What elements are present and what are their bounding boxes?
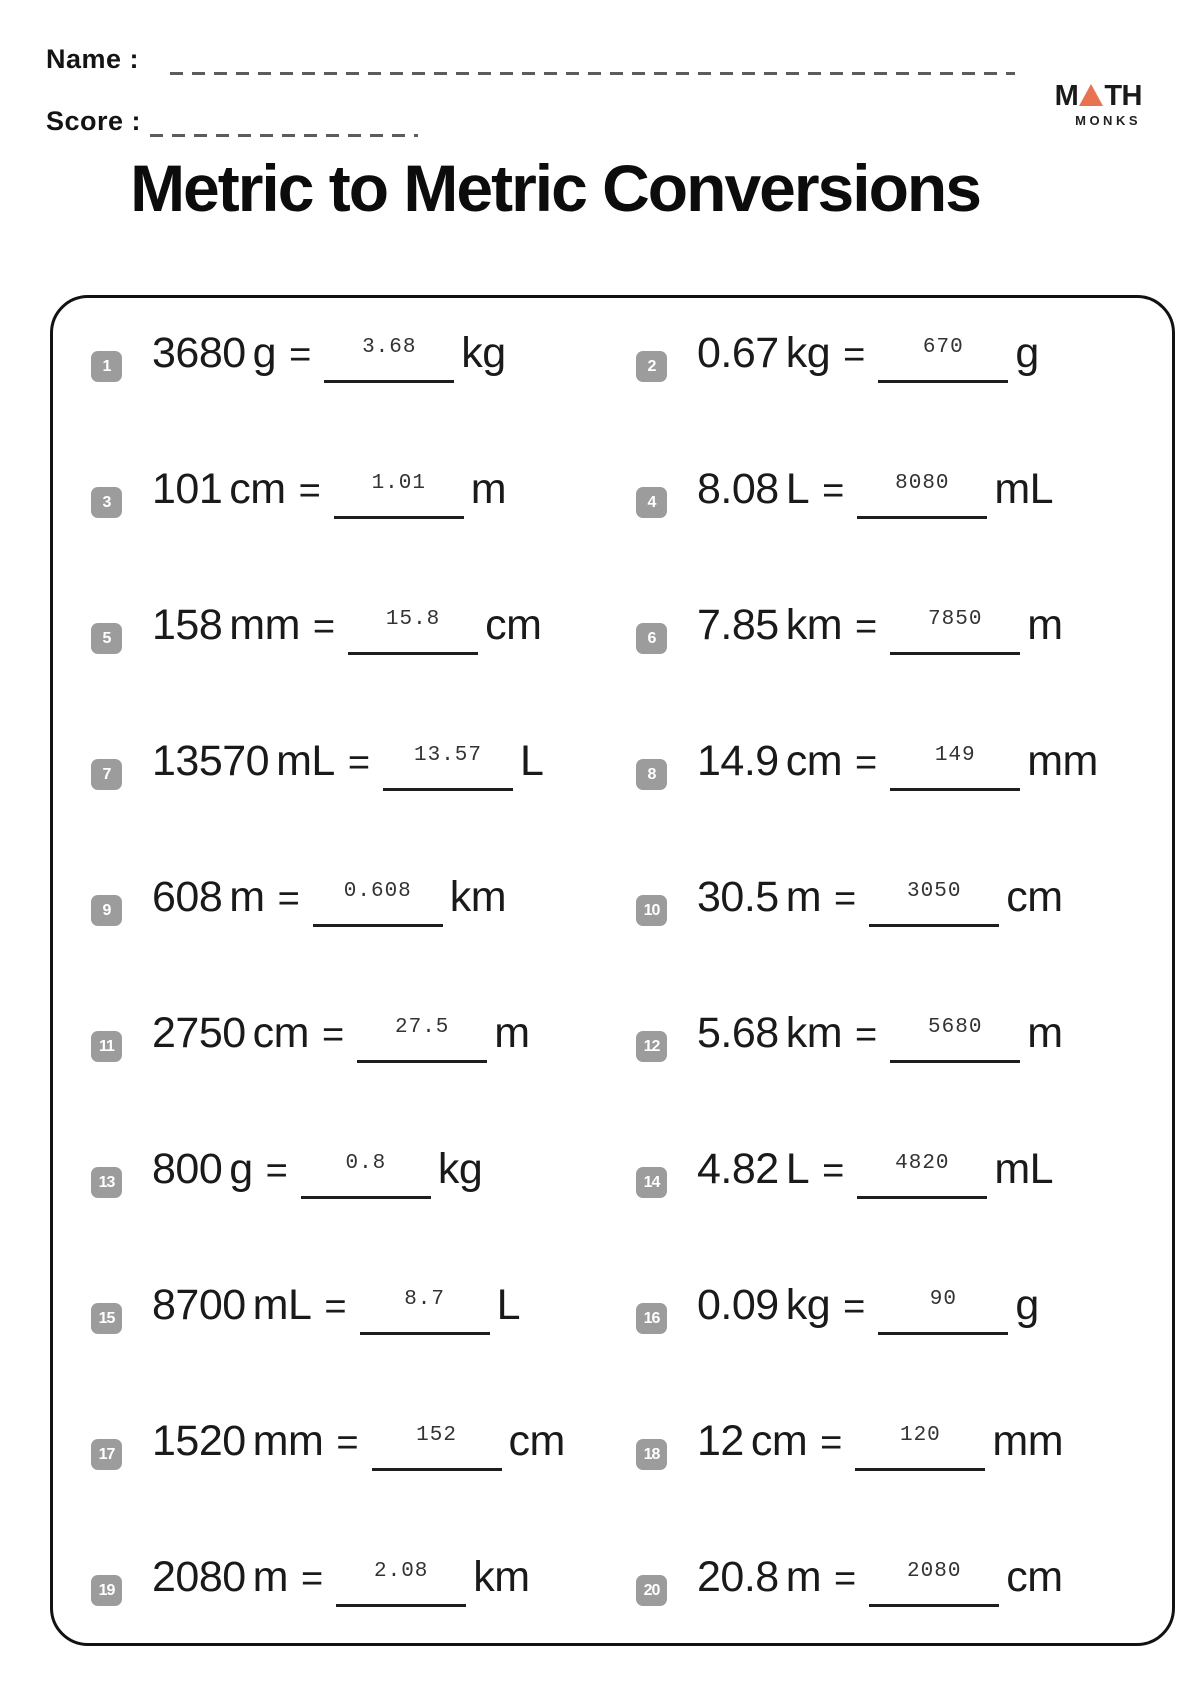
- logo-subtitle: MONKS: [1075, 113, 1141, 128]
- question-unit: mL: [276, 737, 335, 785]
- question-unit: kg: [785, 329, 831, 377]
- answer-value: 1.01: [371, 472, 426, 495]
- problem-number-badge: 2: [636, 351, 667, 382]
- answer-value: 2080: [907, 1560, 962, 1583]
- answer-value: 152: [416, 1424, 457, 1447]
- target-unit: kg: [437, 1145, 483, 1193]
- question-value: 8.08: [697, 465, 779, 513]
- question-unit: kg: [785, 1281, 831, 1329]
- target-unit: m: [494, 1009, 530, 1057]
- question-value: 2750: [152, 1009, 246, 1057]
- question-value: 12: [697, 1417, 744, 1465]
- answer-value: 4820: [895, 1152, 950, 1175]
- problem-15: [91, 1281, 636, 1335]
- question-value: 1520: [152, 1417, 246, 1465]
- question-unit: L: [785, 1145, 810, 1193]
- problem-number-badge: 13: [91, 1167, 122, 1198]
- problem-number-badge: 10: [636, 895, 667, 926]
- problem-number-badge: 14: [636, 1167, 667, 1198]
- answer-value: 149: [934, 744, 976, 767]
- question-value: 2080: [152, 1553, 246, 1601]
- logo-part1: M: [1054, 80, 1079, 112]
- target-unit: m: [1027, 1009, 1063, 1057]
- problem-5: [91, 601, 636, 655]
- answer-blank[interactable]: [301, 1153, 431, 1199]
- answer-value: 120: [899, 1424, 941, 1447]
- question-value: 3680: [152, 329, 246, 377]
- answer-blank[interactable]: [857, 473, 987, 519]
- problem-number-badge: 18: [636, 1439, 667, 1470]
- problem-8: [636, 737, 1172, 791]
- answer-value: 8080: [895, 472, 950, 495]
- answer-value: 670: [922, 336, 964, 359]
- equals-sign: =: [301, 1558, 324, 1600]
- problem-number-badge: 5: [91, 623, 122, 654]
- question-value: 0.67: [697, 329, 779, 377]
- question-value: 20.8: [697, 1553, 779, 1601]
- target-unit: cm: [485, 601, 542, 649]
- answer-value: 2.08: [373, 1560, 429, 1583]
- question-value: 0.09: [697, 1281, 779, 1329]
- triangle-up-icon: [1079, 84, 1103, 106]
- logo-part2: TH: [1104, 80, 1142, 112]
- question-value: 7.85: [697, 601, 779, 649]
- problem-number-badge: 15: [91, 1303, 122, 1334]
- problem-row: [53, 832, 1172, 968]
- equals-sign: =: [820, 1422, 843, 1464]
- answer-blank[interactable]: [878, 1289, 1008, 1335]
- problem-9: [91, 873, 636, 927]
- problem-10: [636, 873, 1172, 927]
- question-unit: cm: [750, 1417, 808, 1465]
- target-unit: g: [1015, 1281, 1039, 1329]
- question-unit: cm: [785, 737, 843, 785]
- question-unit: km: [785, 601, 843, 649]
- question-unit: mm: [252, 1417, 324, 1465]
- equals-sign: =: [822, 1150, 845, 1192]
- question-unit: m: [252, 1553, 288, 1601]
- problem-number-badge: 19: [91, 1575, 122, 1606]
- answer-value: 15.8: [385, 608, 441, 631]
- problem-row: [53, 424, 1172, 560]
- problem-3: [91, 465, 636, 519]
- answer-blank[interactable]: [383, 745, 513, 791]
- equals-sign: =: [324, 1286, 347, 1328]
- equals-sign: =: [322, 1014, 345, 1056]
- equals-sign: =: [834, 878, 857, 920]
- problem-number-badge: 11: [91, 1031, 122, 1062]
- target-unit: m: [1027, 601, 1063, 649]
- problem-number-badge: 8: [636, 759, 667, 790]
- problem-11: [91, 1009, 636, 1063]
- problem-12: [636, 1009, 1172, 1063]
- problem-19: [91, 1553, 636, 1607]
- question-unit: g: [229, 1145, 253, 1193]
- question-value: 30.5: [697, 873, 779, 921]
- question-value: 800: [152, 1145, 223, 1193]
- problem-4: [636, 465, 1172, 519]
- answer-blank[interactable]: [869, 881, 999, 927]
- equals-sign: =: [312, 606, 336, 648]
- question-unit: m: [229, 873, 265, 921]
- problem-6: [636, 601, 1172, 655]
- target-unit: kg: [461, 329, 506, 377]
- problem-7: [91, 737, 636, 791]
- problem-1: [91, 329, 636, 383]
- answer-blank[interactable]: [869, 1561, 999, 1607]
- target-unit: mL: [994, 1145, 1054, 1193]
- target-unit: km: [449, 873, 507, 921]
- answer-value: 90: [929, 1288, 957, 1311]
- answer-value: 3.68: [362, 336, 417, 359]
- answer-value: 3050: [907, 880, 962, 903]
- answer-blank[interactable]: [357, 1017, 487, 1063]
- question-unit: km: [785, 1009, 843, 1057]
- logo-wordmark: [1055, 82, 1142, 111]
- question-unit: m: [785, 1553, 822, 1601]
- target-unit: cm: [1006, 873, 1063, 921]
- answer-blank[interactable]: [360, 1289, 490, 1335]
- answer-blank[interactable]: [348, 609, 478, 655]
- problem-number-badge: 3: [91, 487, 122, 518]
- problem-row: [53, 1376, 1172, 1512]
- worksheet-title: Metric to Metric Conversions: [130, 151, 980, 225]
- question-unit: mm: [229, 601, 300, 649]
- problem-number-badge: 20: [636, 1575, 667, 1606]
- target-unit: g: [1015, 329, 1039, 377]
- equals-sign: =: [855, 742, 878, 784]
- problems-list: [53, 295, 1172, 1646]
- answer-value: 5680: [928, 1016, 983, 1039]
- question-unit: cm: [229, 465, 286, 513]
- target-unit: mm: [992, 1417, 1064, 1465]
- answer-blank[interactable]: [324, 337, 454, 383]
- answer-blank[interactable]: [334, 473, 464, 519]
- target-unit: km: [473, 1553, 530, 1601]
- equals-sign: =: [298, 470, 321, 512]
- answer-value: 8.7: [404, 1288, 446, 1311]
- answer-blank[interactable]: [855, 1425, 985, 1471]
- answer-value: 13.57: [414, 744, 483, 767]
- answer-blank[interactable]: [890, 609, 1020, 655]
- answer-blank[interactable]: [890, 1017, 1020, 1063]
- question-value: 13570: [152, 737, 270, 785]
- problem-row: [53, 1240, 1172, 1376]
- equals-sign: =: [822, 470, 845, 512]
- answer-value: 7850: [928, 608, 983, 631]
- question-value: 4.82: [697, 1145, 779, 1193]
- equals-sign: =: [265, 1150, 288, 1192]
- problem-number-badge: 6: [636, 623, 667, 654]
- equals-sign: =: [289, 334, 312, 376]
- problem-14: [636, 1145, 1172, 1199]
- question-unit: g: [252, 329, 277, 377]
- equals-sign: =: [336, 1422, 359, 1464]
- target-unit: mm: [1027, 737, 1098, 785]
- equals-sign: =: [347, 742, 371, 784]
- score-input-line[interactable]: [150, 134, 418, 137]
- problem-2: [636, 329, 1172, 383]
- problem-row: [53, 1104, 1172, 1240]
- question-value: 14.9: [697, 737, 779, 785]
- target-unit: mL: [994, 465, 1054, 513]
- question-unit: m: [785, 873, 822, 921]
- question-unit: L: [785, 465, 810, 513]
- answer-blank[interactable]: [313, 881, 443, 927]
- question-value: 5.68: [697, 1009, 779, 1057]
- problem-16: [636, 1281, 1172, 1335]
- target-unit: cm: [1006, 1553, 1063, 1601]
- problem-number-badge: 9: [91, 895, 122, 926]
- problem-row: [53, 295, 1172, 424]
- problem-row: [53, 1512, 1172, 1646]
- problem-18: [636, 1417, 1172, 1471]
- equals-sign: =: [855, 606, 878, 648]
- answer-blank[interactable]: [878, 337, 1008, 383]
- target-unit: L: [520, 737, 544, 785]
- problem-number-badge: 17: [91, 1439, 122, 1470]
- problem-20: [636, 1553, 1172, 1607]
- question-value: 101: [152, 465, 223, 513]
- equals-sign: =: [843, 334, 866, 376]
- question-value: 158: [152, 601, 223, 649]
- problem-17: [91, 1417, 636, 1471]
- math-monks-logo: [1055, 82, 1142, 128]
- target-unit: m: [470, 465, 507, 513]
- problem-row: [53, 560, 1172, 696]
- answer-blank[interactable]: [857, 1153, 987, 1199]
- problem-number-badge: 7: [91, 759, 122, 790]
- score-label: Score :: [46, 106, 142, 136]
- answer-blank[interactable]: [336, 1561, 466, 1607]
- equals-sign: =: [843, 1286, 866, 1328]
- answer-blank[interactable]: [372, 1425, 502, 1471]
- question-unit: cm: [252, 1009, 309, 1057]
- answer-value: 27.5: [394, 1016, 450, 1039]
- target-unit: L: [496, 1281, 521, 1329]
- problem-number-badge: 4: [636, 487, 667, 518]
- question-value: 608: [152, 873, 223, 921]
- equals-sign: =: [855, 1014, 878, 1056]
- problem-row: [53, 968, 1172, 1104]
- equals-sign: =: [277, 878, 300, 920]
- question-unit: mL: [252, 1281, 312, 1329]
- target-unit: cm: [508, 1417, 565, 1465]
- answer-value: 0.8: [345, 1152, 387, 1175]
- problems-box: [50, 295, 1175, 1646]
- name-label: Name :: [46, 44, 140, 74]
- problem-number-badge: 12: [636, 1031, 667, 1062]
- equals-sign: =: [834, 1558, 857, 1600]
- problem-row: [53, 696, 1172, 832]
- problem-13: [91, 1145, 636, 1199]
- name-input-line[interactable]: [170, 72, 1015, 75]
- answer-value: 0.608: [343, 880, 412, 903]
- question-value: 8700: [152, 1281, 246, 1329]
- problem-number-badge: 16: [636, 1303, 667, 1334]
- answer-blank[interactable]: [890, 745, 1020, 791]
- problem-number-badge: 1: [91, 351, 122, 382]
